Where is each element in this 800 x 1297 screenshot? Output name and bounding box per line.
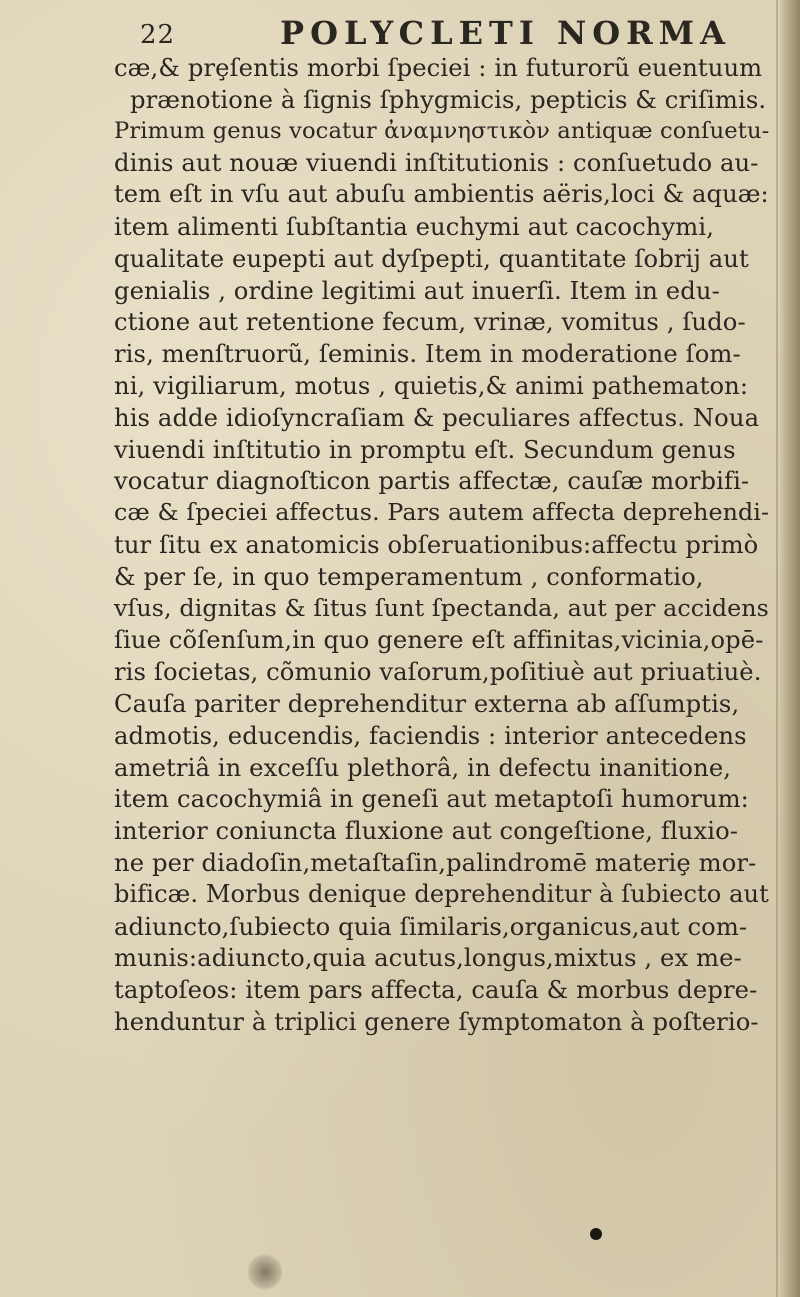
text-line: ris ſocietas, cõmunio vaſorum,poſitiuè aut priuatiuè. xyxy=(114,657,762,687)
text-line: adiuncto,ſubiecto quia ſimilaris,organicus,aut com- xyxy=(114,911,748,941)
text-line: Primum genus vocatur ἀναμνηστικὸν antiquæ conſuetu- xyxy=(114,117,770,144)
text-line: vſus, dignitas & ſitus ſunt ſpectanda, aut per accidens xyxy=(114,593,769,622)
text-line: munis:adiuncto,quia acutus,longus,mixtus , ex me- xyxy=(114,943,742,973)
page-edge-shadow xyxy=(778,0,800,1297)
text-line: bificæ. Morbus denique deprehenditur à ſubiecto aut xyxy=(114,879,769,908)
text-line: viuendi inſtitutio in promptu eſt. Secundum genus xyxy=(114,434,736,464)
running-title: POLYCLETI NORMA xyxy=(280,14,731,52)
text-line: taptoſeos: item pars affecta, cauſa & morbus depre- xyxy=(114,975,758,1005)
text-line: cæ & ſpeciei affectus. Pars autem affecta deprehendi- xyxy=(114,498,770,527)
text-line: ne per diadoſin,metaſtaſin,palindromē materiȩ mor- xyxy=(114,847,757,877)
text-line: admotis, educendis, faciendis : interior antecedens xyxy=(114,720,747,750)
text-line: Cauſa pariter deprehenditur externa ab aſſumptis, xyxy=(114,688,740,718)
text-line: ametriâ in exceſſu plethorâ, in defectu inanitione, xyxy=(114,752,732,782)
ink-bleed-mark xyxy=(248,1252,282,1292)
text-line: dinis aut nouæ viuendi inſtitutionis : conſuetudo au- xyxy=(114,148,759,178)
page-number: 22 xyxy=(140,20,176,50)
text-line: ris, menſtruorũ, ſeminis. Item in moderatione ſom- xyxy=(114,339,741,369)
text-line: genialis , ordine legitimi aut inuerſi. Item in edu- xyxy=(114,275,720,305)
page-fold-line xyxy=(776,0,778,1297)
text-line: ni, vigiliarum, motus , quietis,& animi pathematon: xyxy=(114,370,749,400)
text-line: ctione aut retentione fecum, vrinæ, vomitus , ſudo- xyxy=(114,307,746,337)
text-line: qualitate eupepti aut dyſpepti, quantitate ſobrij aut xyxy=(114,243,749,273)
text-line: ſiue cõſenſum,in quo genere eſt affinitas,vicinia,opē- xyxy=(114,625,764,655)
text-line: his adde idioſyncraſiam & peculiares affectus. Noua xyxy=(114,402,760,432)
text-line: interior coniuncta fluxione aut congeſtione, fluxio- xyxy=(114,816,739,846)
body-text xyxy=(114,52,776,1038)
text-line: tur ſitu ex anatomicis obſeruationibus:affectu primò xyxy=(114,529,759,559)
text-line: item cacochymiâ in geneſi aut metaptoſi humorum: xyxy=(114,784,749,814)
text-line: henduntur à triplici genere ſymptomaton à poſterio- xyxy=(114,1006,759,1036)
ink-dot xyxy=(590,1228,602,1240)
text-line: cæ,& prȩſentis morbi ſpeciei : in futurorũ euentuum xyxy=(114,53,763,82)
text-line: vocatur diagnoſticon partis affectæ, cauſæ morbifi- xyxy=(114,466,750,496)
page-header xyxy=(140,14,760,54)
text-line: item alimenti ſubſtantia euchymi aut cacochymi, xyxy=(114,211,715,241)
text-line: prænotione à ſignis ſphygmicis, pepticis & criſimis. xyxy=(130,84,767,114)
text-line: & per ſe, in quo temperamentum , conformatio, xyxy=(114,561,704,591)
text-line: tem eſt in vſu aut abuſu ambientis aëris,loci & aquæ: xyxy=(114,180,769,209)
